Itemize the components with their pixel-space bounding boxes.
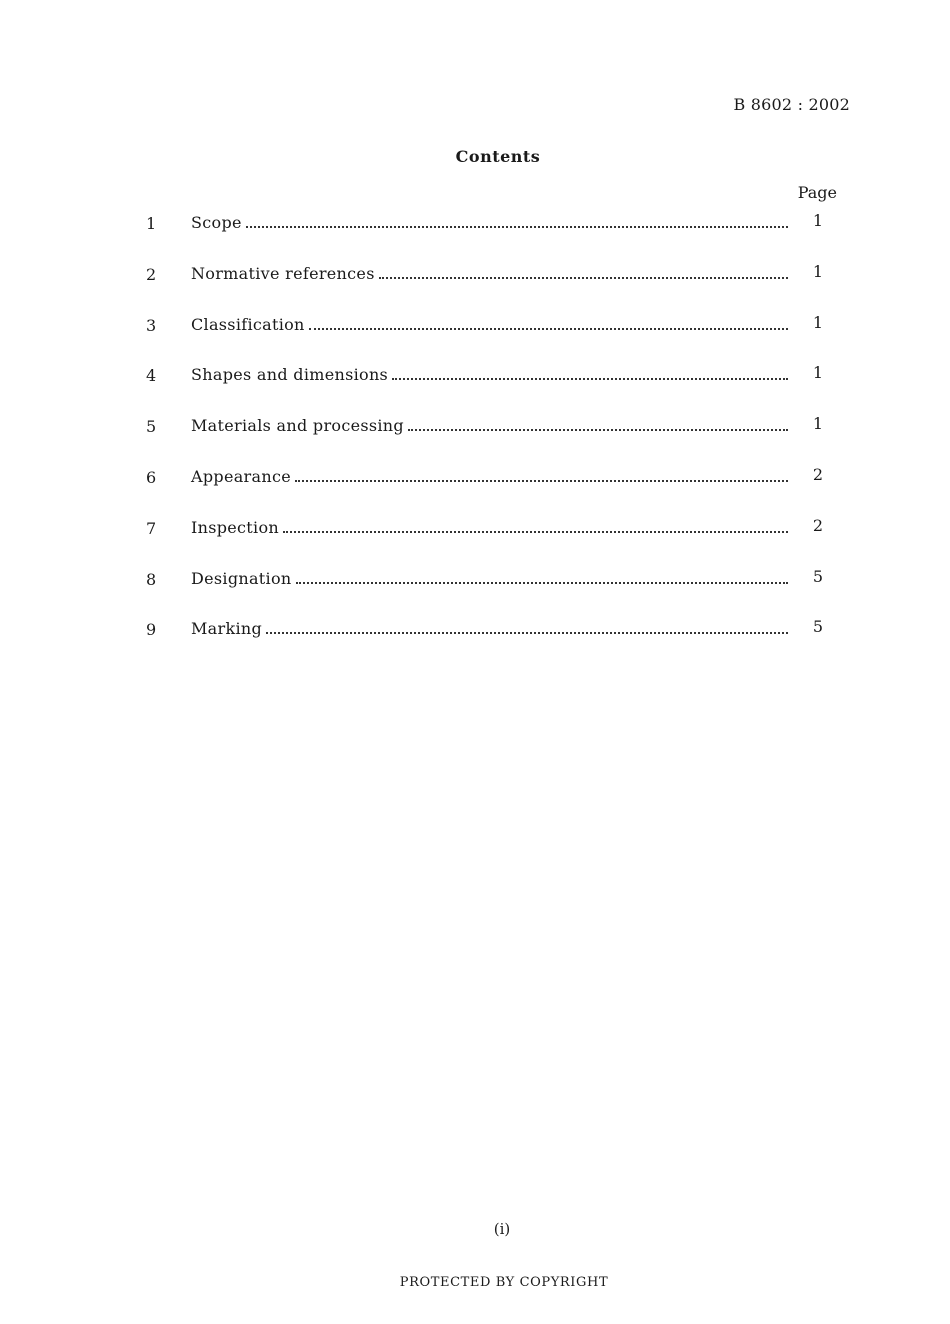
copyright-notice: PROTECTED BY COPYRIGHT xyxy=(399,1275,609,1290)
toc-entry-page: 5 xyxy=(812,566,824,586)
toc-leader-dots xyxy=(309,327,788,330)
toc-entry-page: 1 xyxy=(812,414,824,434)
toc-entry-page: 1 xyxy=(812,312,824,332)
toc-entry-label: Shapes and dimensions xyxy=(191,365,389,385)
toc-leader-dots xyxy=(246,225,788,228)
toc-entry[interactable] xyxy=(146,207,836,258)
toc-leader-dots xyxy=(295,479,788,482)
toc-entry[interactable] xyxy=(146,410,836,461)
page-folio: (i) xyxy=(493,1220,511,1238)
toc-entry-number: 5 xyxy=(146,417,157,437)
toc-leader-dots xyxy=(266,631,788,634)
toc-entry-label: Scope xyxy=(191,213,242,232)
toc-entry-number: 1 xyxy=(146,214,157,233)
toc-entry-page: 5 xyxy=(812,617,824,637)
toc-entry-number: 4 xyxy=(146,366,157,386)
toc-entry-label: Classification xyxy=(191,314,305,334)
toc-entry-number: 9 xyxy=(146,620,157,640)
page-column-label: Page xyxy=(797,183,837,202)
toc-entry-page: 1 xyxy=(812,261,824,281)
toc-entry-number: 7 xyxy=(146,518,157,538)
toc-leader-dots xyxy=(283,530,788,533)
toc-entry-label: Appearance xyxy=(191,466,291,486)
toc-entry-label: Marking xyxy=(191,619,263,639)
toc-leader-dots xyxy=(408,428,788,431)
toc-entry-page: 2 xyxy=(812,515,824,535)
toc-entry-label: Materials and processing xyxy=(191,416,404,436)
standard-number: B 8602 : 2002 xyxy=(733,95,850,114)
toc-entry-label: Inspection xyxy=(191,517,279,537)
toc-list xyxy=(146,207,836,664)
toc-entry-page: 1 xyxy=(812,363,824,383)
toc-entry-page: 1 xyxy=(812,211,824,230)
toc-entry-page: 2 xyxy=(812,464,824,484)
toc-entry[interactable] xyxy=(146,512,836,563)
toc-entry-number: 2 xyxy=(146,264,157,284)
toc-entry-label: Designation xyxy=(191,568,292,588)
toc-leader-dots xyxy=(379,276,788,279)
toc-entry[interactable] xyxy=(146,359,836,410)
toc-entry[interactable] xyxy=(146,613,836,664)
toc-entry[interactable] xyxy=(146,309,836,360)
toc-entry[interactable] xyxy=(146,563,836,614)
toc-leader-dots xyxy=(296,581,789,584)
toc-leader-dots xyxy=(392,377,788,380)
toc-title: Contents xyxy=(455,147,541,166)
toc-entry-label: Normative references xyxy=(191,263,375,283)
toc-entry-number: 3 xyxy=(146,315,157,335)
toc-entry[interactable] xyxy=(146,461,836,512)
toc-entry-number: 6 xyxy=(146,467,157,487)
toc-entry[interactable] xyxy=(146,258,836,309)
toc-entry-number: 8 xyxy=(146,569,157,589)
